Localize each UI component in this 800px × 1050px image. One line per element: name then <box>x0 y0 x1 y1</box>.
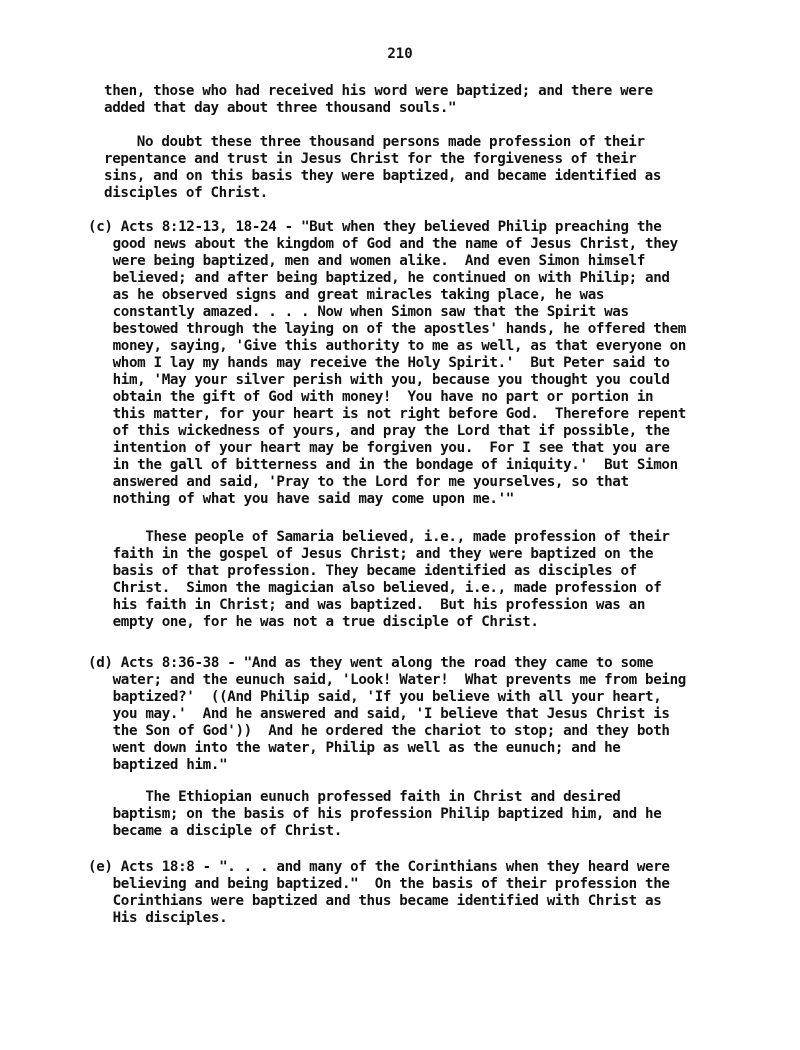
text-line: baptism; on the basis of his profession Philip baptized him, and he <box>88 806 662 822</box>
text-line: this matter, for your heart is not right before God. Therefore repent <box>88 406 686 422</box>
text-line: empty one, for he was not a true disciple of Christ. <box>88 614 539 630</box>
text-line: you may.' And he answered and said, 'I believe that Jesus Christ is <box>88 706 670 722</box>
text-line: whom I lay my hands may receive the Holy Spirit.' But Peter said to <box>88 355 670 371</box>
text-line: him, 'May your silver perish with you, because you thought you could <box>88 372 670 388</box>
text-line: (d) Acts 8:36-38 - "And as they went along the road they came to some <box>88 655 654 671</box>
text-line: the Son of God')) And he ordered the chariot to stop; and they both <box>88 723 670 739</box>
text-line: went down into the water, Philip as well as the eunuch; and he <box>88 740 621 756</box>
text-line: repentance and trust in Jesus Christ for the forgiveness of their <box>104 151 637 167</box>
text-line: disciples of Christ. <box>104 185 268 201</box>
text-line: then, those who had received his word were baptized; and there were <box>104 83 653 99</box>
text-line: Christ. Simon the magician also believed, i.e., made profession of <box>88 580 662 596</box>
text-line: of this wickedness of yours, and pray the Lord that if possible, the <box>88 423 670 439</box>
text-line: added that day about three thousand souls." <box>104 100 457 116</box>
text-line: The Ethiopian eunuch professed faith in Christ and desired <box>88 789 621 805</box>
text-line: (e) Acts 18:8 - ". . . and many of the Corinthians when they heard were <box>88 859 670 875</box>
text-line: were being baptized, men and women alike. And even Simon himself <box>88 253 646 269</box>
text-line: baptized?' ((And Philip said, 'If you believe with all your heart, <box>88 689 662 705</box>
text-line: as he observed signs and great miracles taking place, he was <box>88 287 605 303</box>
text-line: water; and the eunuch said, 'Look! Water! What prevents me from being <box>88 672 686 688</box>
text-line: his faith in Christ; and was baptized. But his profession was an <box>88 597 646 613</box>
text-line: intention of your heart may be forgiven you. For I see that you are <box>88 440 670 456</box>
text-line: baptized him." <box>88 757 228 773</box>
text-line: faith in the gospel of Jesus Christ; and they were baptized on the <box>88 546 654 562</box>
text-line: in the gall of bitterness and in the bondage of iniquity.' But Simon <box>88 457 678 473</box>
text-line: believing and being baptized." On the basis of their profession the <box>88 876 670 892</box>
text-line: No doubt these three thousand persons made profession of their <box>104 134 645 150</box>
text-line: (c) Acts 8:12-13, 18-24 - "But when they believed Philip preaching the <box>88 219 662 235</box>
text-line: sins, and on this basis they were baptized, and became identified as <box>104 168 662 184</box>
page-number: 210 <box>387 46 413 62</box>
text-line: money, saying, 'Give this authority to me as well, as that everyone on <box>88 338 686 354</box>
text-line: basis of that profession. They became identified as disciples of <box>88 563 637 579</box>
text-line: These people of Samaria believed, i.e., made profession of their <box>88 529 670 545</box>
text-line: constantly amazed. . . . Now when Simon saw that the Spirit was <box>88 304 629 320</box>
text-line: Corinthians were baptized and thus became identified with Christ as <box>88 893 662 909</box>
text-line: believed; and after being baptized, he continued on with Philip; and <box>88 270 670 286</box>
text-line: nothing of what you have said may come upon me.'" <box>88 491 514 507</box>
text-line: His disciples. <box>88 910 228 926</box>
text-line: became a disciple of Christ. <box>88 823 342 839</box>
text-line: good news about the kingdom of God and the name of Jesus Christ, they <box>88 236 678 252</box>
text-line: bestowed through the laying on of the apostles' hands, he offered them <box>88 321 686 337</box>
text-line: answered and said, 'Pray to the Lord for me yourselves, so that <box>88 474 629 490</box>
text-line: obtain the gift of God with money! You have no part or portion in <box>88 389 654 405</box>
